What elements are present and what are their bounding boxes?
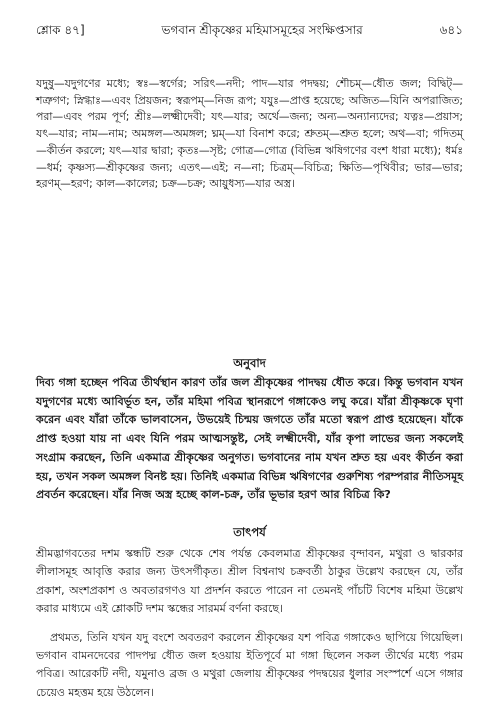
purport-paragraph: প্রথমত, তিনি যখন যদু বংশে অবতরণ করলেন শ্রীকৃষ্ণের যশ পবিত্র গঙ্গাকেও ছাপিয়ে গিয়েছিল। ভগবান বামনদেবের পাদপদ্ম ধৌত জল হওয়ায় ইতিপূর্বে মা গঙ্গা ছিলেন সকল তীর্থের মধ্যে পরম পবিত্র। আরেকটি নদী, যমুনাও ব্রজ ও মথুরা জেলায় শ্রীকৃষ্ণের পদদ্বয়ের ধুলার সংস্পর্শে এসে গঙ্গার চেয়েও মহত্তম হয়ে উঠলেন। bbox=[36, 630, 463, 699]
page-header bbox=[36, 22, 463, 42]
purport-heading: তাৎপর্য bbox=[233, 525, 266, 539]
translation-text: দিব্য গঙ্গা হচ্ছেন পবিত্র তীর্থস্থান কারণ তাঁর জল শ্রীকৃষ্ণের পাদদ্বয় ধৌত করে। কিন্তু ভগবান যখন যদুগণের মধ্যে আবির্ভূত হন, তাঁর মহিমা পবিত্র স্থানরূপে গঙ্গাকেও লঘু করে। যাঁরা শ্রীকৃষ্ণকে ঘৃণা করেন এবং যাঁরা তাঁকে ভালবাসেন, উভয়েই চিন্ময় জগতে তাঁর মতো স্বরূপ প্রাপ্ত হয়েছেন। যাঁকে প্রাপ্ত হওয়া যায় না এবং যিনি পরম আত্মসন্তুষ্ট, সেই লক্ষ্মীদেবী, যাঁর কৃপা লাভের জন্য সকলেই সংগ্রাম করছেন, তিনি একমাত্র শ্রীকৃষ্ণের অনুগত। ভগবানের নাম যখন শ্রুত হয় এবং কীর্তন করা হয়, তখন সকল অমঙ্গল বিনষ্ট হয়। তিনিই একমাত্র বিভিন্ন ঋষিগণের গুরুশিষ্য পরম্পরার নীতিসমূহ প্রবর্তন করেছেন। যাঁর নিজ অস্ত্র হচ্ছে কাল-চক্র, তাঁর ভূভার হরণ আর বিচিত্র কি? bbox=[36, 376, 463, 502]
page-number: ৬৪১ bbox=[439, 23, 463, 37]
purport-paragraph: শ্রীমদ্ভাগবতের দশম স্কন্ধটি শুরু থেকে শেষ পর্যন্ত কেবলমাত্র শ্রীকৃষ্ণের বৃন্দাবন, মথুরা ও দ্বারকার লীলাসমূহ আবৃত্তি করার জন্য উৎসর্গীকৃত। শ্রীল বিশ্বনাথ চক্রবর্তী ঠাকুর উল্লেখ করছেন যে, তাঁর প্রকাশ, অংশপ্রকাশ ও অবতারগণও যা প্রদর্শন করতে পারেন না তেমনই পাঁচটি বিশেষ মহিমা উল্লেখ করার মাধ্যমে এই শ্লোকটি দশম স্কন্ধের সারমর্ম বর্ণনা করছে। bbox=[36, 547, 463, 616]
word-synonyms: যদুষু—যদুগণের মধ্যে; স্বঃ—স্বর্গের; সরিৎ—নদী; পাদ—যার পদদ্বয়; শৌচম্—ধৌত জল; বিদ্বিট্—শত্রুগণ; স্নিগ্ধাঃ—এবং প্রিয়জন; স্বরূপম্—নিজ রূপ; যযুঃ—প্রাপ্ত হয়েছে; অজিত—যিনি অপরাজিত; পরা—এবং পরম পূর্ণ; শ্রীঃ—লক্ষ্মীদেবী; যৎ—যার; অর্থে—জন্য; অন্য—অন্যান্যদের; যত্নঃ—প্রয়াস; যৎ—যার; নাম—নাম; অমঙ্গল—অমঙ্গল; ঘ্নম্—যা বিনাশ করে; শ্রুতম্—শ্রুত হলে; অথ—বা; গদিতম্—কীর্তন করলে; যৎ—যার দ্বারা; কৃতঃ—সৃষ্ট; গোত্র—গোত্র (বিভিন্ন ঋষিগণের বংশ ধারা মধ্যে); ধর্মঃ—ধর্ম; কৃষ্ণস্য—শ্রীকৃষ্ণের জন্য; এতৎ—এই; ন—না; চিত্রম্—বিচিত্র; ক্ষিতি—পৃথিবীর; ভার—ভার; হরণম্—হরণ; কাল—কালের; চক্র—চক্র; আয়ুধস্য—যার অস্ত্র। bbox=[36, 77, 463, 191]
translation-heading: অনুবাদ bbox=[233, 356, 266, 370]
verse-reference: শ্লোক ৪৭] bbox=[36, 23, 85, 37]
purport-text bbox=[36, 545, 463, 702]
chapter-title: ভগবান শ্রীকৃষ্ণের মহিমাসমূহের সংক্ষিপ্তসার bbox=[161, 23, 363, 37]
